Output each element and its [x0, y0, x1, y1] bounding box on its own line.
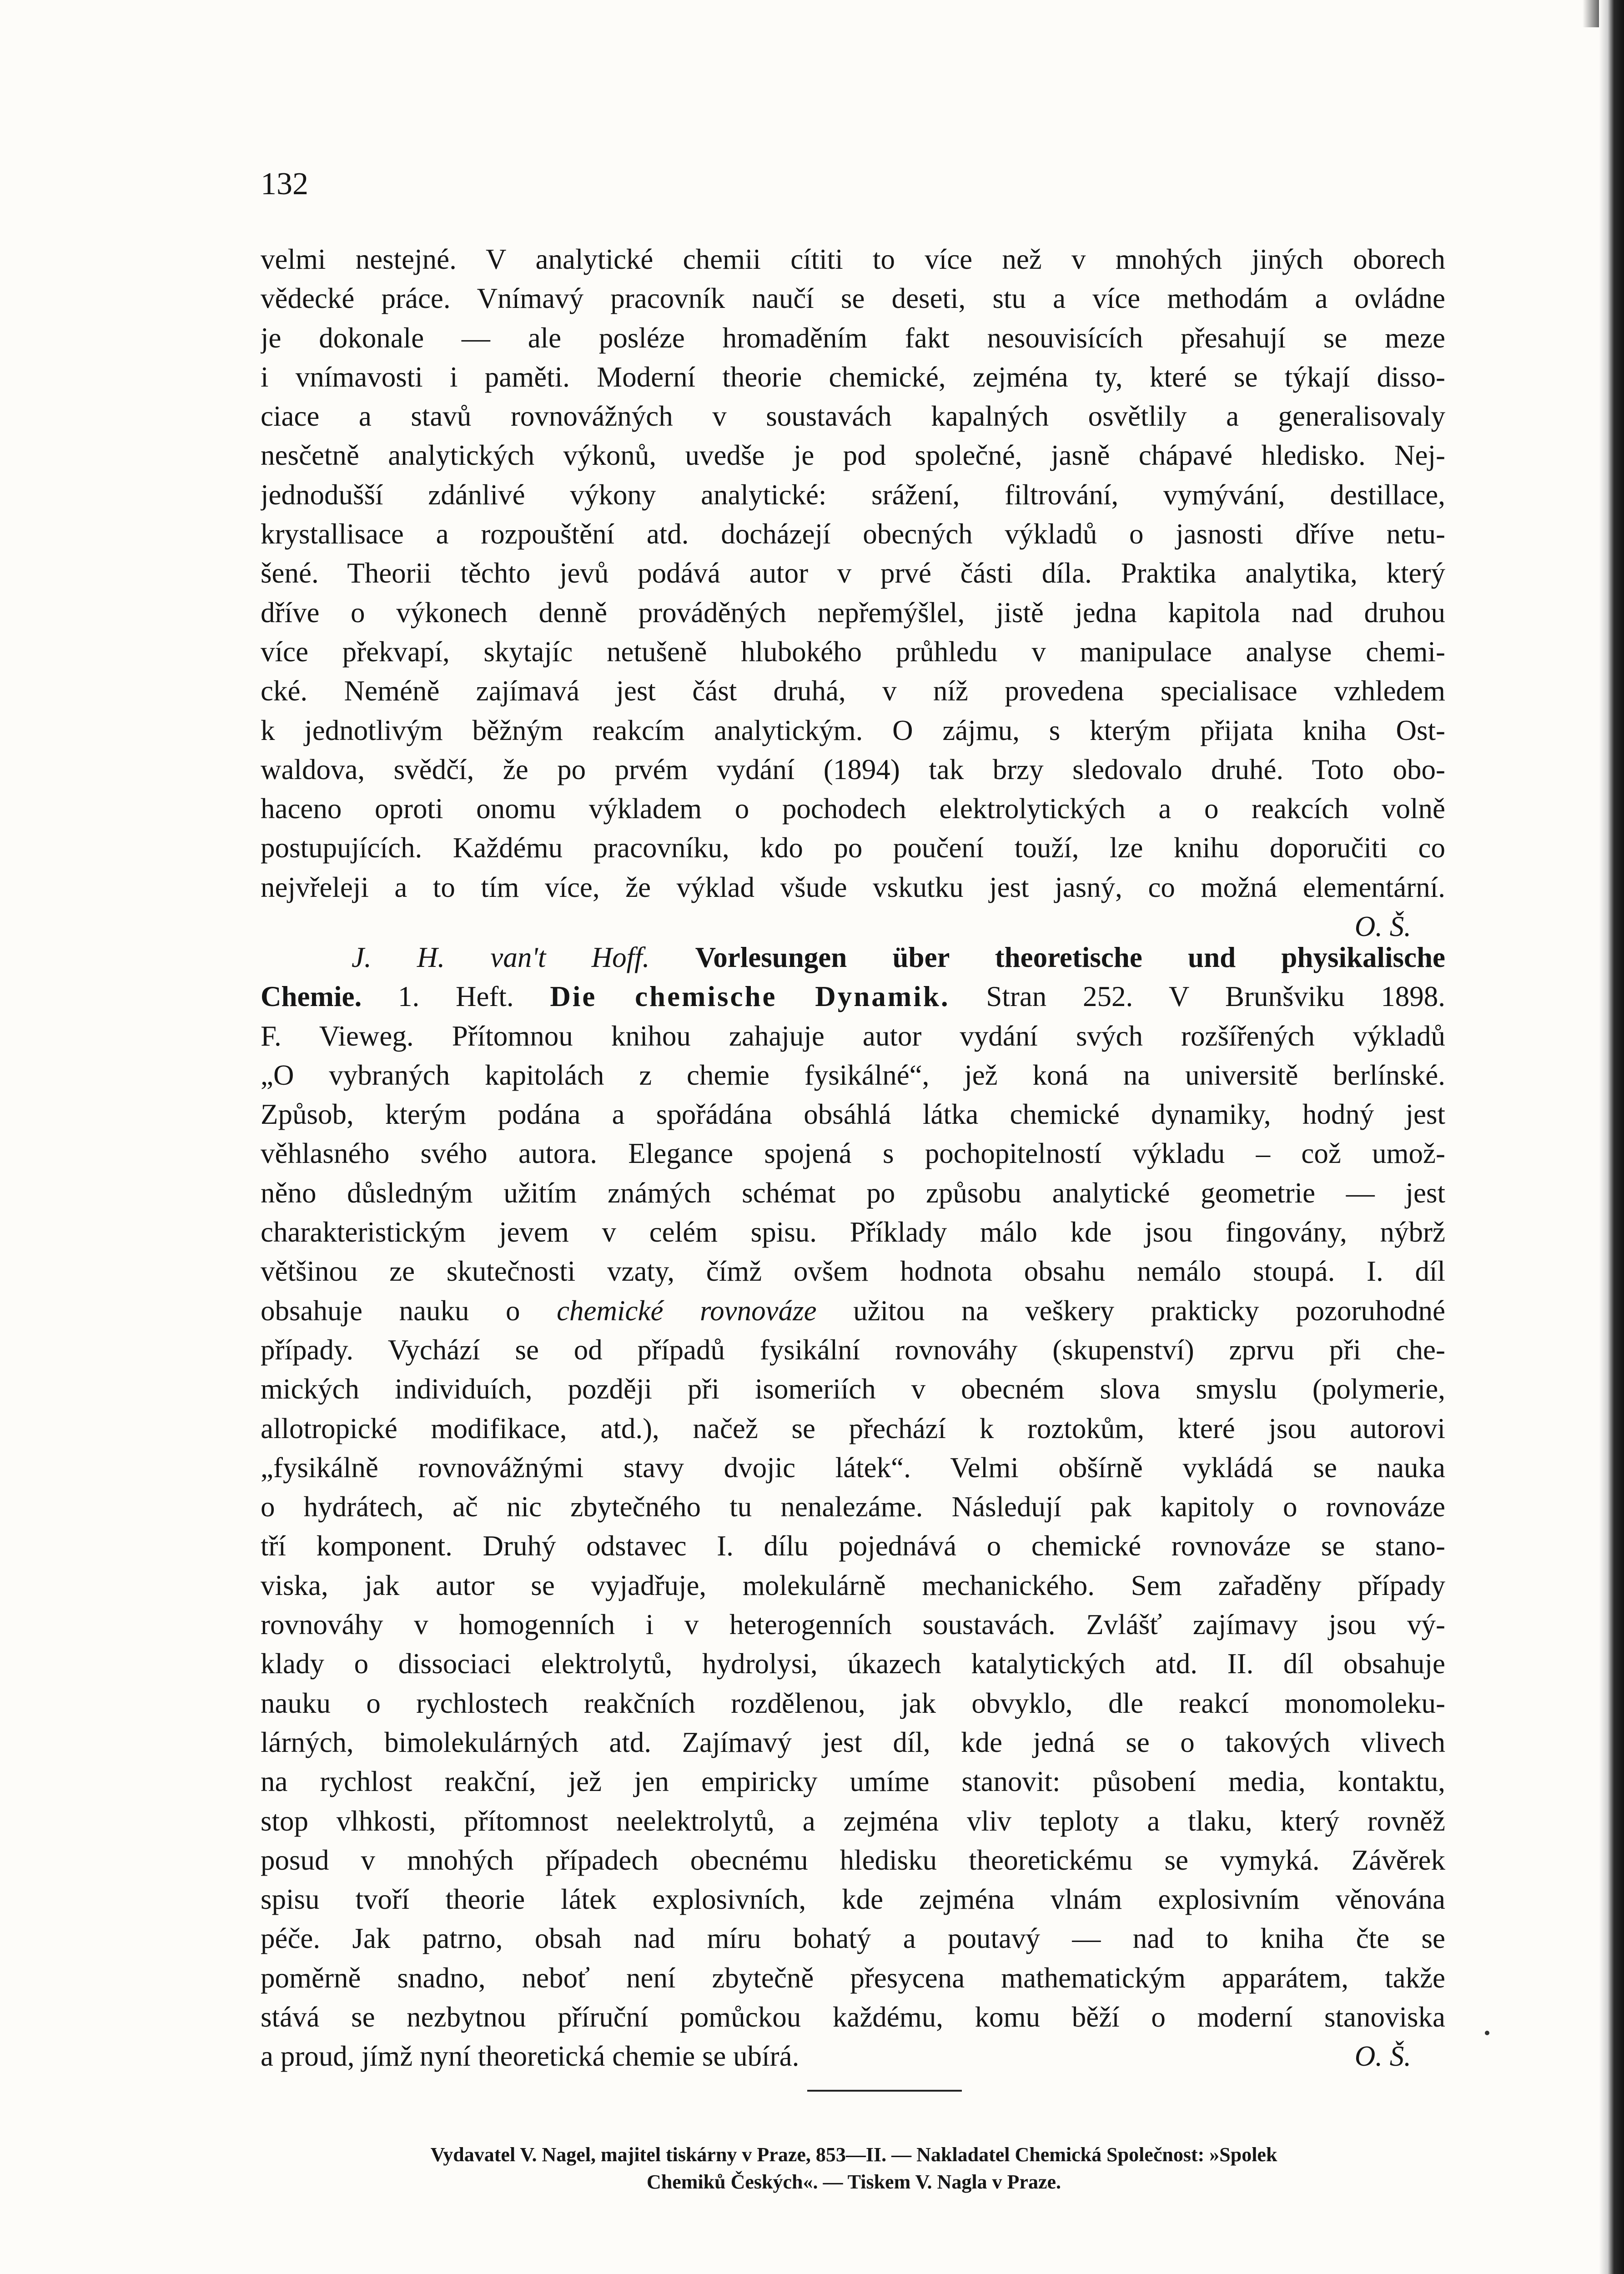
- review-publication-info: Stran 252. V Brunšviku 1898.: [986, 981, 1445, 1013]
- text-line: nejvřeleji a to tím více, že výklad všude vskutku jest jasný, co možná elementární.: [261, 871, 1445, 903]
- publisher-footer: [268, 2141, 1439, 2196]
- review-heading-line-2: Chemie. 1. Heft. Die chemische Dynamik. Stran 252. V Brunšviku 1898.: [261, 981, 1445, 1013]
- text-line: je dokonale — ale posléze hromaděním fakt nesouvisících přesahují se meze: [261, 322, 1445, 354]
- text-line: dříve o výkonech denně prováděných nepřemýšlel, jistě jedna kapitola nad druhou: [261, 596, 1445, 629]
- text-line: F. Vieweg. Přítomnou knihou zahajuje autor vydání svých rozšířených výkladů: [261, 1020, 1445, 1052]
- text-line: poměrně snadno, neboť není zbytečně přesycena mathematickým apparátem, takže: [261, 1962, 1445, 1994]
- text-line: šené. Theorii těchto jevů podává autor v prvé části díla. Praktika analytika, který: [261, 557, 1445, 589]
- review-heading-line: [261, 938, 1445, 977]
- text-line: klady o dissociaci elektrolytů, hydrolysi, úkazech katalytických atd. II. díl obsahuje: [261, 1648, 1445, 1680]
- text-line: postupujících. Každému pracovníku, kdo po poučení touží, lze knihu doporučiti co: [261, 832, 1445, 864]
- text-line: krystallisace a rozpouštění atd. docházejí obecných výkladů o jasnosti dříve netu-: [261, 518, 1445, 550]
- text-line: k jednotlivým běžným reakcím analytickým. O zájmu, s kterým přijata kniha Ost-: [261, 714, 1445, 746]
- text-line: o hydrátech, ač nic zbytečného tu nenalezáme. Následují pak kapitoly o rovnováze: [261, 1491, 1445, 1523]
- text-line: velmi nestejné. V analytické chemii cítiti to více než v mnohých jiných oborech: [261, 243, 1445, 275]
- text-line: případy. Vychází se od případů fysikální rovnováhy (skupenství) zprvu při che-: [261, 1333, 1445, 1366]
- emphasis-chemical-equilibrium: chemické rovnováze: [557, 1294, 817, 1327]
- review-author: J. H. van't Hoff.: [352, 941, 650, 973]
- text-line: nauku o rychlostech reakčních rozdělenou, jak obvyklo, dle reakcí monomoleku-: [261, 1687, 1445, 1719]
- text-line: péče. Jak patrno, obsah nad míru bohatý a poutavý — nad to kniha čte se: [261, 1922, 1445, 1955]
- text-line: „O vybraných kapitolách z chemie fysikálné“, jež koná na universitě berlínské.: [261, 1059, 1445, 1091]
- text-line: stop vlhkosti, přítomnost neelektrolytů, a zejména vliv teploty a tlaku, který rovněž: [261, 1805, 1445, 1837]
- page-number: 132: [261, 166, 308, 201]
- text-line: lárných, bimolekulárných atd. Zajímavý jest díl, kde jedná se o takových vlivech: [261, 1726, 1445, 1758]
- page-edge-shadow: [1599, 0, 1624, 2274]
- text-line: tří komponent. Druhý odstavec I. dílu pojednává o chemické rovnováze se stano-: [261, 1530, 1445, 1562]
- text-line: haceno oproti onomu výkladem o pochodech elektrolytických a o reakcích volně: [261, 793, 1445, 825]
- text-line: posud v mnohých případech obecnému hledisku theoretickému se vymyká. Závěrek: [261, 1844, 1445, 1876]
- text-line: jednodušší zdánlivé výkony analytické: srážení, filtrování, vymývání, destillace,: [261, 478, 1445, 511]
- page-edge-top: [1583, 0, 1601, 27]
- text-line: stává se nezbytnou příruční pomůckou každému, komu běží o moderní stanoviska: [261, 2001, 1445, 2033]
- text-line: rovnováhy v homogenních i v heterogenních soustavách. Zvlášť zajímavy jsou vý-: [261, 1609, 1445, 1641]
- text-line: více překvapí, skytajíc netušeně hlubokého průhledu v manipulace analyse chemi-: [261, 635, 1445, 668]
- text-line: něno důsledným užitím známých schémat po způsobu analytické geometrie — jest: [261, 1177, 1445, 1209]
- final-line: [261, 2037, 1445, 2076]
- footer-line: Vydavatel V. Nagel, majitel tiskárny v Praze, 853—II. — Nakladatel Chemická Společnost: »Spolek: [430, 2143, 1277, 2166]
- review-analytical-chemistry: [261, 240, 1445, 946]
- text-line: spisu tvoří theorie látek explosivních, kde zejména vlnám explosivním věnována: [261, 1883, 1445, 1916]
- text-line: nesčetně analytických výkonů, uvedše je pod společné, jasně chápavé hledisko. Nej-: [261, 439, 1445, 472]
- text-line: Způsob, kterým podána a spořádána obsáhlá látka chemické dynamiky, hodný jest: [261, 1098, 1445, 1131]
- text-line: na rychlost reakční, jež jen empiricky umíme stanovit: působení media, kontaktu,: [261, 1766, 1445, 1798]
- text-line: allotropické modifikace, atd.), načež se přechází k roztokům, které jsou autorovi: [261, 1412, 1445, 1444]
- text-line: „fysikálně rovnovážnými stavy dvojic látek“. Velmi obšírně vykládá se nauka: [261, 1451, 1445, 1484]
- text-line: charakteristickým jevem v celém spisu. Příklady málo kde jsou fingovány, nýbrž: [261, 1216, 1445, 1248]
- footer-rule: [807, 2090, 962, 2092]
- text-line: a proud, jímž nyní theoretická chemie se ubírá.: [261, 2040, 799, 2073]
- text-line: vědecké práce. Vnímavý pracovník naučí se deseti, stu a více methodám a ovládne: [261, 282, 1445, 315]
- text-line: viska, jak autor se vyjadřuje, molekulárně mechanického. Sem zařaděny případy: [261, 1569, 1445, 1601]
- text-line: mických individuích, později při isomeriích v obecném slova smyslu (polymerie,: [261, 1373, 1445, 1405]
- stray-mark: [1485, 2031, 1489, 2035]
- text-line: i vnímavosti i paměti. Moderní theorie chemické, zejména ty, které se týkají disso-: [261, 361, 1445, 393]
- text-line: věhlasného svého autora. Elegance spojená s pochopitelností výkladu – což umož-: [261, 1137, 1445, 1170]
- text-line: waldova, svědčí, že po prvém vydání (1894) tak brzy sledovalo druhé. Toto obo-: [261, 753, 1445, 785]
- review-vant-hoff: [261, 938, 1445, 2076]
- text-line: cké. Neméně zajímavá jest část druhá, v níž provedena specialisace vzhledem: [261, 675, 1445, 707]
- text-line: většinou ze skutečnosti vzaty, čímž ovšem hodnota obsahu nemálo stoupá. I. díl: [261, 1255, 1445, 1288]
- text-line: ciace a stavů rovnovážných v soustavách kapalných osvětlily a generalisovaly: [261, 400, 1445, 433]
- text-line: obsahuje nauku o chemické rovnováze užitou na veškery prakticky pozoruhodné: [261, 1294, 1445, 1327]
- review-signature: O. Š.: [1354, 911, 1411, 943]
- footer-line: Chemiků Českých«. — Tiskem V. Nagla v Praze.: [646, 2171, 1061, 2193]
- review-book-subtitle: Die chemische Dynamik.: [550, 981, 950, 1013]
- review-book-title: Vorlesungen über theoretische und physikalische: [695, 941, 1445, 973]
- review-signature: O. Š.: [1354, 2040, 1411, 2073]
